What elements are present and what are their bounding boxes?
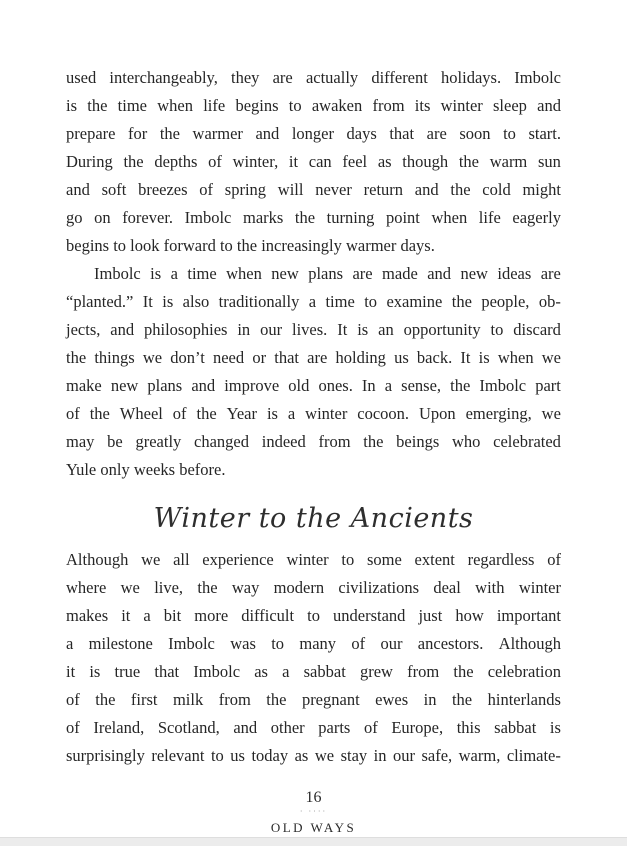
word: prepare [66,124,116,143]
word: it [121,606,131,625]
word: beings [396,432,440,451]
text-line [66,120,561,148]
word: is [66,96,78,115]
word: when [431,208,468,227]
word: indeed [261,432,306,451]
word: the [458,152,479,171]
word: it [66,662,76,681]
word: deal [433,578,461,597]
word: days [346,124,377,143]
word: plans [308,264,344,283]
word: the [123,152,144,171]
word: also [182,292,210,311]
word: milestone [88,634,153,653]
word: an [378,320,394,339]
word: the [363,432,384,451]
word: where [66,578,107,597]
word: ancestors. [417,634,484,653]
word: life [203,96,226,115]
word: can [308,152,332,171]
word: pregnant [301,690,360,709]
word: turning [326,208,375,227]
word: is [266,404,278,423]
word: extent [414,550,455,569]
paragraph-2 [66,260,561,484]
word: are [540,264,561,283]
word: made [382,264,418,283]
word: our [392,746,415,765]
word: jects, [66,320,101,339]
word: and [66,180,90,199]
word: winter [286,550,329,569]
word: Ireland, [93,718,145,737]
text-line [66,288,561,316]
word: and [110,320,135,339]
word: we [141,550,161,569]
word: of [172,404,187,423]
page-text-block [66,64,561,770]
word: the [89,404,110,423]
word: who [452,432,481,451]
word: plans [147,376,183,395]
word: sun [537,152,561,171]
text-line [66,400,561,428]
word: time [325,292,355,311]
word: interchangeably, [109,68,218,87]
text-line [66,344,561,372]
word: true [114,662,141,681]
word: winter [518,578,561,597]
word: new [271,264,299,283]
word: improve [224,376,280,395]
word: that [274,348,299,367]
word: hinterlands [487,690,561,709]
word: In [361,376,376,395]
word: our [260,320,283,339]
word: a [384,376,393,395]
paragraph-1 [66,64,561,260]
word: don’t [170,348,205,367]
text-line [66,742,561,770]
word: be [107,432,123,451]
text-line [66,686,561,714]
word: emerging, [465,404,532,423]
word: surprisingly [66,746,145,765]
word: may [66,432,95,451]
word: our [380,634,403,653]
word: celebrated [493,432,561,451]
word: on [94,208,111,227]
word: the [451,690,473,709]
word: or [252,348,267,367]
text-line [66,574,561,602]
word: “planted.” [66,292,134,311]
word: the [87,96,108,115]
word: safe, [421,746,453,765]
word: actually [305,68,359,87]
word: ewes [375,690,409,709]
word: winter [440,96,483,115]
word: warm [489,152,528,171]
word: traditionally [218,292,300,311]
word: when [157,96,193,115]
word: the [196,404,217,423]
text-line [66,148,561,176]
word: we [314,746,335,765]
word: the [66,348,87,367]
word: things [94,348,135,367]
word: the [450,180,471,199]
word: Upon [418,404,456,423]
word: It [337,320,348,339]
word: we [142,348,163,367]
word: the [266,690,287,709]
word: point [385,208,420,227]
word: is [150,264,162,283]
word: experience [202,550,274,569]
word: when [497,348,534,367]
word: when [226,264,262,283]
word: we [541,348,561,367]
word: Although [498,634,561,653]
word: Scotland, [157,718,220,737]
word: cocoon. [357,404,410,423]
word: depths [154,152,198,171]
word: Imbolc [479,376,527,395]
word: stay [340,746,368,765]
word: eagerly [512,208,561,227]
word: important [496,606,561,625]
word: is [478,348,490,367]
word: bit [163,606,182,625]
word: some [366,550,402,569]
word: Imbolc [514,68,561,87]
word: was [230,634,256,653]
word: the [451,292,472,311]
word: ob- [538,292,561,311]
word: and [414,180,439,199]
word: with [475,578,505,597]
word: way [231,578,260,597]
word: are [352,264,373,283]
word: Europe, [391,718,444,737]
footer-ornament: · ···· [299,807,328,816]
word: examine [386,292,443,311]
word: milk [172,690,204,709]
word: changed [194,432,249,451]
word: start. [528,124,561,143]
word: time [117,96,147,115]
word: sabbat [494,718,537,737]
word: go [66,208,83,227]
word: to [341,550,355,569]
word: philosophies [144,320,228,339]
word: warm, [458,746,501,765]
word: many [299,634,337,653]
word: are [272,68,293,87]
word: breezes [138,180,188,199]
word: they [231,68,260,87]
word: and [191,376,216,395]
word: and [233,718,258,737]
word: as [294,746,309,765]
word: Imbolc [168,634,215,653]
word: It [460,348,471,367]
text-line [66,260,561,288]
word: and [427,264,452,283]
word: that [389,124,415,143]
word: is [162,292,174,311]
word: from [407,662,440,681]
word: might [522,180,561,199]
running-title: OLD WAYS [270,820,357,835]
word: relevant [151,746,205,765]
word: to [490,320,504,339]
word: begins [235,96,279,115]
text-line [66,92,561,120]
word: it [288,152,299,171]
word: return [363,180,404,199]
word: time [187,264,217,283]
word: It [142,292,153,311]
word: how [455,606,484,625]
page-number: 16 [305,789,322,806]
word: need [212,348,245,367]
word: though [402,152,449,171]
word: soft [101,180,127,199]
word: the [197,578,218,597]
word: people, [481,292,530,311]
word: used [66,68,97,87]
word: makes [66,606,109,625]
word: opportunity [403,320,481,339]
word: different [371,68,428,87]
word: difficult [241,606,295,625]
word: us [230,746,245,765]
text-line [66,714,561,742]
text-line: begins to look forward to the increasingly warmer days. [66,236,435,255]
word: the [95,690,116,709]
word: of [66,718,80,737]
word: will [277,180,304,199]
word: Imbolc [94,264,141,283]
word: of [208,152,222,171]
word: celebration [487,662,561,681]
paragraph-3 [66,546,561,770]
word: that [154,662,180,681]
word: part [535,376,561,395]
word: of [199,180,214,199]
word: make [66,376,102,395]
word: Imbolc [184,208,232,227]
word: is [89,662,101,681]
word: and [255,124,280,143]
word: are [307,348,328,367]
word: regardless [467,550,535,569]
word: to [288,96,302,115]
text-line [66,428,561,456]
word: ideas [497,264,532,283]
word: warmer [192,124,243,143]
word: the [294,208,316,227]
word: to [210,746,224,765]
text-line [66,204,561,232]
word: from [372,96,405,115]
word: spring [224,180,267,199]
word: a [282,662,290,681]
word: the [159,124,180,143]
word: holidays. [441,68,502,87]
word: from [218,690,251,709]
word: of [547,550,561,569]
word: old [288,376,310,395]
text-line [66,64,561,92]
word: in [237,320,251,339]
word: winter, [232,152,279,171]
word: During [66,152,113,171]
word: discard [513,320,561,339]
word: longer [291,124,334,143]
word: other [270,718,305,737]
word: a [66,634,74,653]
word: and [537,96,561,115]
word: marks [242,208,284,227]
word: parts [318,718,351,737]
word: ones. [318,376,353,395]
word: of [66,404,80,423]
word: soon [459,124,491,143]
word: never [315,180,352,199]
word: its [414,96,431,115]
text-line [66,176,561,204]
word: winter [305,404,348,423]
word: us [394,348,409,367]
word: cold [482,180,511,199]
word: to [271,634,285,653]
text-line [66,602,561,630]
word: is [549,718,561,737]
word: holding [335,348,386,367]
word: civilizations [338,578,420,597]
word: a [170,264,178,283]
word: a [143,606,151,625]
text-line [66,658,561,686]
word: this [456,718,481,737]
word: Year [226,404,257,423]
word: a [308,292,317,311]
word: modern [273,578,325,597]
word: Imbolc [193,662,241,681]
word: greatly [135,432,182,451]
word: in [423,690,437,709]
word: just [418,606,443,625]
word: in [373,746,387,765]
word: as [254,662,268,681]
word: of [363,718,378,737]
word: sense, [401,376,442,395]
word: the [450,376,471,395]
word: for [128,124,148,143]
word: grew [359,662,393,681]
text-line [66,630,561,658]
word: new [110,376,139,395]
next-page-edge [0,837,627,846]
word: sleep [493,96,527,115]
word: the [453,662,474,681]
word: to [307,606,320,625]
word: live, [154,578,184,597]
word: is [357,320,369,339]
word: to [503,124,516,143]
word: we [541,404,561,423]
word: today [251,746,289,765]
word: sabbat [303,662,346,681]
word: understand [333,606,406,625]
word: feel [342,152,368,171]
word: of [351,634,366,653]
word: a [287,404,296,423]
word: lives. [292,320,328,339]
section-heading: Winter to the Ancients [153,503,474,534]
text-line [66,316,561,344]
word: we [120,578,140,597]
word: first [130,690,158,709]
word: of [66,690,80,709]
word: as [377,152,392,171]
word: awaken [311,96,363,115]
text-line: Yule only weeks before. [66,460,226,479]
word: all [173,550,190,569]
word: back. [416,348,453,367]
word: Wheel [119,404,163,423]
word: to [364,292,378,311]
text-line [66,546,561,574]
word: from [318,432,351,451]
word: new [460,264,488,283]
page-footer [0,788,627,836]
word: more [194,606,229,625]
word: climate- [506,746,561,765]
word: are [426,124,447,143]
word: forever. [122,208,174,227]
text-line [66,372,561,400]
word: Although [66,550,129,569]
word: life [478,208,501,227]
